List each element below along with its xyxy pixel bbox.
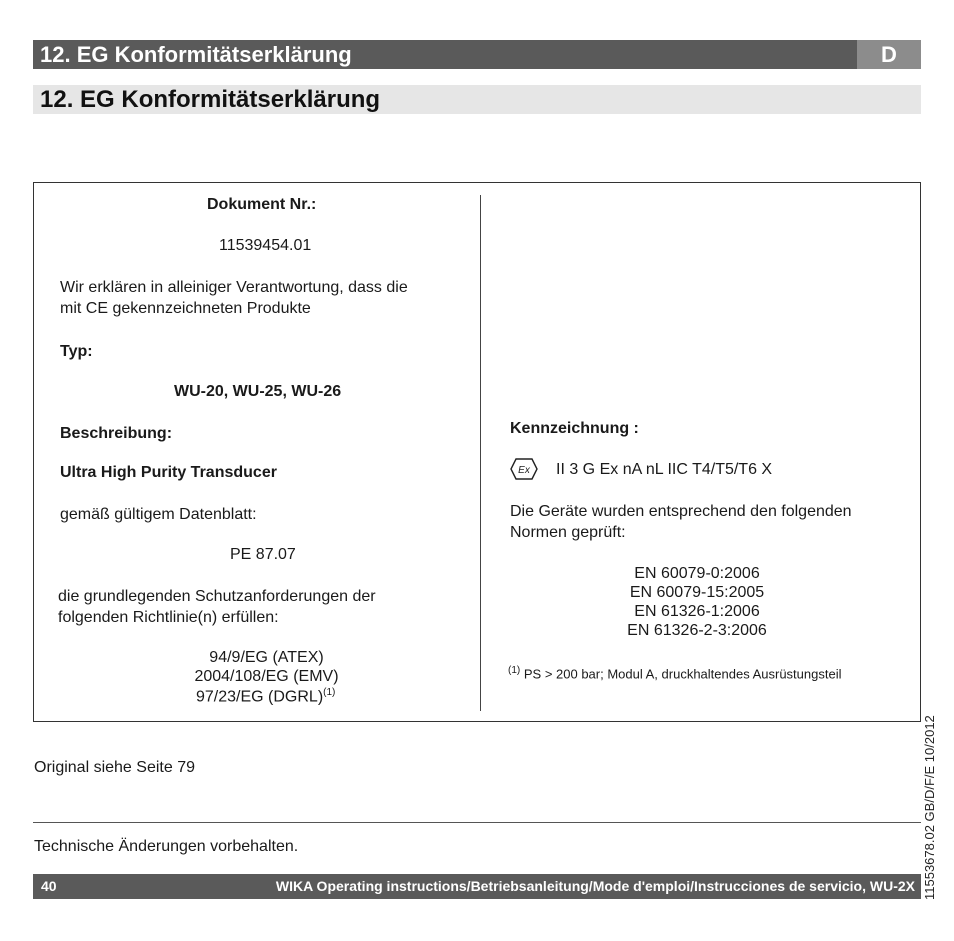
footnote-mark: (1) [508, 665, 521, 676]
description-label: Beschreibung: [60, 425, 173, 442]
chapter-title: 12. EG Konformitätserklärung [40, 42, 352, 67]
directive-footnote-mark: (1) [323, 687, 336, 698]
declaration-document [33, 182, 921, 722]
standard-item: EN 60079-0:2006 [634, 565, 760, 582]
column-divider [480, 195, 481, 711]
section-heading-bar [33, 85, 921, 114]
tested-line-1: Die Geräte wurden entsprechend den folgenden [510, 503, 852, 520]
svg-text:Ex: Ex [518, 465, 530, 476]
changes-note: Technische Änderungen vorbehalten. [34, 838, 299, 855]
statement-line-1: Wir erklären in alleiniger Verantwortung, dass die [60, 279, 408, 296]
marking-value: II 3 G Ex nA nL IIC T4/T5/T6 X [556, 461, 773, 478]
separator-line [33, 822, 921, 823]
original-reference: Original siehe Seite 79 [34, 759, 195, 776]
datasheet-value: PE 87.07 [230, 546, 296, 563]
requirements-line-1: die grundlegenden Schutzanforderungen der [58, 588, 376, 605]
doc-number-label: Dokument Nr.: [207, 196, 317, 213]
document-code: 11553678.02 GB/D/F/E 10/2012 [922, 715, 937, 900]
directive-atex: 94/9/EG (ATEX) [209, 649, 324, 666]
type-label: Typ: [60, 343, 93, 360]
chapter-header-bar [33, 40, 921, 69]
footer-title: WIKA Operating instructions/Betriebsanleitung/Mode d'emploi/Instrucciones de servicio, WU-2X [275, 878, 915, 894]
marking-label: Kennzeichnung : [510, 420, 639, 437]
language-tab: D [857, 40, 921, 69]
directive-emv: 2004/108/EG (EMV) [194, 668, 339, 685]
statement-line-2: mit CE gekennzeichneten Produkte [60, 300, 311, 317]
doc-number-value: 11539454.01 [219, 237, 312, 254]
standard-item: EN 60079-15:2005 [629, 584, 765, 601]
section-title: 12. EG Konformitätserklärung [40, 86, 381, 113]
standard-item: EN 61326-2-3:2006 [627, 622, 767, 639]
description-value: Ultra High Purity Transducer [60, 464, 277, 481]
requirements-line-2: folgenden Richtlinie(n) erfüllen: [58, 609, 279, 626]
ex-hexagon-icon [510, 458, 538, 480]
type-value: WU-20, WU-25, WU-26 [174, 383, 342, 400]
tested-line-2: Normen geprüft: [510, 524, 626, 541]
footer-bar [33, 874, 921, 899]
page-number: 40 [41, 878, 57, 894]
directive-dgrl: 97/23/EG (DGRL)$^{(1)}$ [196, 687, 336, 706]
footnote: $^{(1)}$ PS > 200 bar; Modul A, druckhaltendes Ausrüstungsteil [508, 665, 842, 682]
standard-item: EN 61326-1:2006 [634, 603, 760, 620]
datasheet-label: gemäß gültigem Datenblatt: [60, 506, 257, 523]
